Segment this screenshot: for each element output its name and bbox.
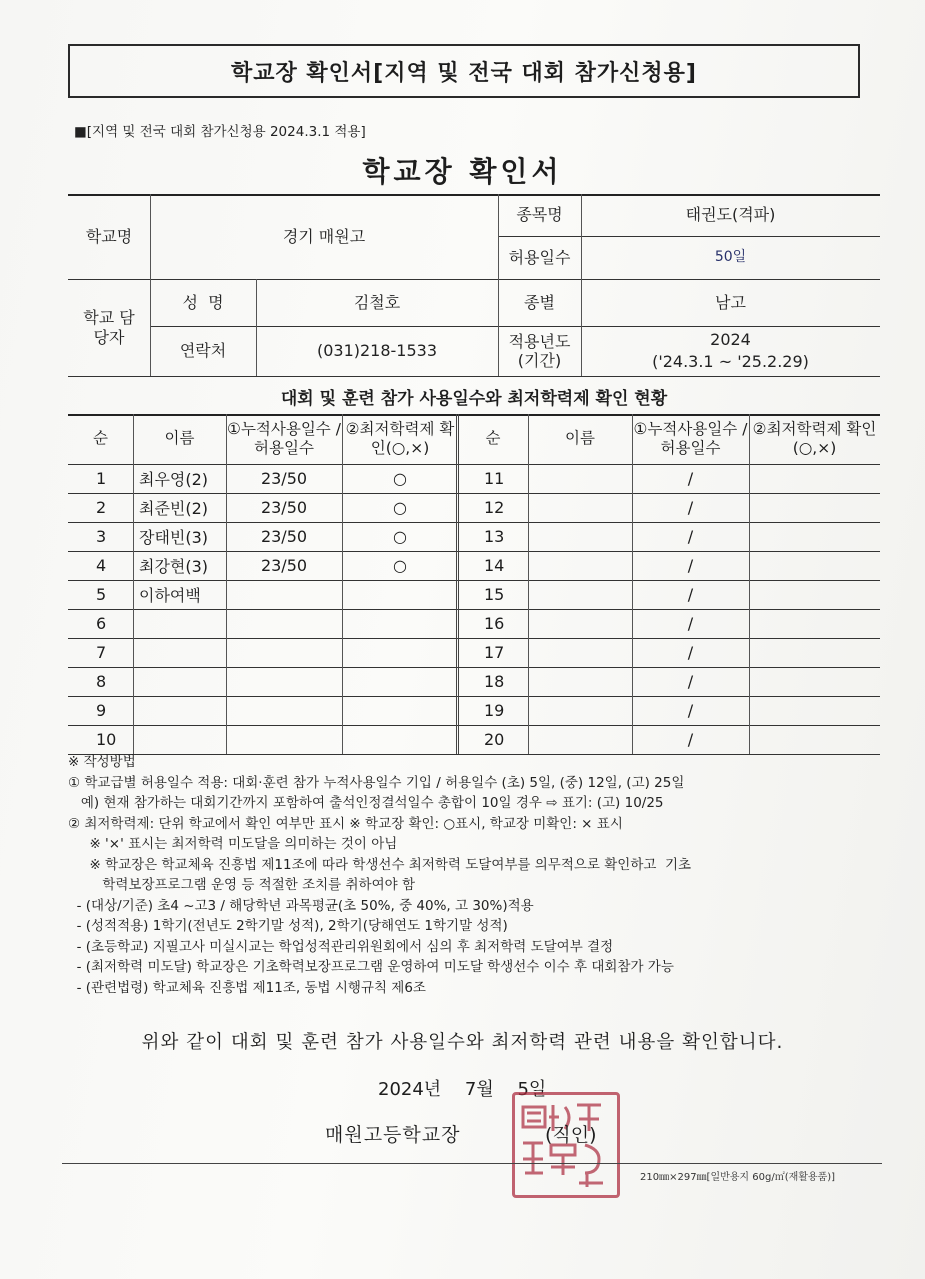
row-name [528,464,632,493]
row-no: 4 [96,556,107,575]
row-no: 11 [484,469,505,488]
instruction-line: - (성적적용) 1학기(전년도 2학기말 성적), 2학기(당해연도 1학기말 성적) [68,918,508,934]
row-check [749,493,880,522]
category-value: 남고 [715,292,746,312]
row-check: ○ [393,469,407,488]
row-name [133,609,226,638]
allowed-days-label: 허용일수 [508,247,571,267]
row-check [749,667,880,696]
header-no-right: 순 [485,429,501,448]
row-no: 5 [96,585,107,604]
row-days [226,696,342,725]
row-check [749,725,880,754]
instruction-line: ※ 학교장은 학교체육 진흥법 제11조에 따라 학생선수 최저학력 도달여부를 의무적으로 확인하고 기초 [68,856,692,873]
row-no: 2 [96,498,107,517]
row-check [342,696,458,725]
seal-mark: (직인) [545,1124,597,1146]
instruction-line: ② 최저학력제: 단위 학교에서 확인 여부만 표시 ※ 학교장 확인: ○표시, 학교장 미확인: × 표시 [68,815,623,832]
row-no: 16 [484,614,505,633]
row-days: / [687,527,694,546]
instruction-line: ① 학교급별 허용일수 적용: 대회·훈련 참가 누적사용일수 기입 / 허용일수 (초) 5일, (중) 12일, (고) 25일 [68,774,685,791]
row-check [749,638,880,667]
row-no: 18 [484,672,505,691]
row-name [528,667,632,696]
row-days: 23/50 [260,498,308,517]
year-value: 2024 [710,330,751,350]
row-name [528,638,632,667]
row-no: 3 [96,527,107,546]
row-name [528,580,632,609]
row-check: ○ [393,527,407,546]
row-no: 15 [484,585,505,604]
row-no: 10 [96,730,117,749]
row-days: / [687,643,694,662]
instruction-line: 예) 현재 참가하는 대회기간까지 포함하여 출석인정결석일수 총합이 10일 경우 ⇨ 표기: (고) 10/25 [68,795,664,811]
header-name-left: 이름 [164,429,195,448]
header-days-left: ①누적사용일수 /허용일수 [227,419,341,457]
row-no: 8 [96,672,107,691]
instruction-line: - (초등학교) 지필고사 미실시교는 학업성적관리위원회에서 심의 후 최저학력 도달여부 결정 [68,938,614,955]
row-check [342,609,458,638]
row-name [528,522,632,551]
row-days: / [687,585,694,604]
instruction-line: 학력보장프로그램 운영 등 적절한 조치를 취하여야 함 [68,877,415,893]
header-days-right: ①누적사용일수 /허용일수 [633,419,748,457]
row-days [226,638,342,667]
period-value: ('24.3.1 ~ '25.2.29) [652,352,809,372]
confirmation-statement: 위와 같이 대회 및 훈련 참가 사용일수와 최저학력 관련 내용을 확인합니다. [141,1032,784,1053]
row-name [133,667,226,696]
row-days: / [687,672,694,691]
school-label: 학교명 [85,226,133,246]
row-days: 23/50 [260,556,308,575]
contact-person-label: 학교 담당자 [83,308,135,347]
row-check [749,696,880,725]
row-no: 7 [96,643,107,662]
sport-value: 태권도(격파) [685,205,776,225]
instruction-line: - (관련법령) 학교체육 진흥법 제11조, 동법 시행규칙 제6조 [68,979,426,996]
writing-instructions [68,752,898,998]
phone-label: 연락처 [179,341,227,361]
principal-title: 매원고등학교장 [325,1124,461,1146]
row-name [528,696,632,725]
row-no: 9 [96,701,107,720]
row-check: ○ [393,498,407,517]
row-no: 17 [484,643,505,662]
school-value: 경기 매원고 [282,226,366,246]
instruction-line: - (대상/기준) 초4 ~고3 / 해당학년 과목평균(초 50%, 중 40%, 고 30%)적용 [68,897,534,914]
row-check [342,667,458,696]
allowed-days-value: 50일 [714,249,747,266]
instruction-line: - (최저학력 미도달) 학교장은 기초학력보장프로그램 운영하여 미도달 학생선수 이수 후 대회참가 가능 [68,959,674,975]
row-check [749,609,880,638]
row-days: / [687,614,694,633]
row-days: / [687,730,694,749]
section-title: 대회 및 훈련 참가 사용일수와 최저학력제 확인 현황 [280,389,668,409]
row-name [133,696,226,725]
name-label: 성 명 [182,292,224,312]
phone-value: (031)218-1533 [316,341,438,361]
row-no: 1 [96,469,107,488]
row-days [226,725,342,754]
row-no: 14 [484,556,505,575]
row-name: 최강현(3) [139,557,209,576]
footer-divider [62,1163,882,1164]
row-days [226,667,342,696]
row-check [749,464,880,493]
row-check [342,580,458,609]
sport-label: 종목명 [516,205,563,225]
row-name [133,725,226,754]
row-name: 이하여백 [139,586,201,605]
header-academic-right: ②최저학력제 확인(○,×) [752,419,877,457]
form-title: 학교장 확인서 [362,155,563,188]
row-name: 최준빈(2) [139,499,209,518]
category-label: 종별 [524,292,555,312]
row-name [133,638,226,667]
row-no: 13 [484,527,505,546]
row-days: / [687,701,694,720]
header-name-right: 이름 [565,429,595,448]
row-no: 12 [484,498,505,517]
header-no-left: 순 [93,429,108,448]
row-no: 6 [96,614,107,633]
row-check [342,725,458,754]
row-days [226,609,342,638]
row-name [528,725,632,754]
row-check [749,551,880,580]
row-name: 장태빈(3) [139,528,209,547]
row-days: / [687,556,694,575]
row-no: 20 [484,730,505,749]
row-no: 19 [484,701,505,720]
row-days: 23/50 [260,469,308,488]
row-days: 23/50 [260,527,308,546]
row-days: / [687,469,694,488]
header-academic-left: ②최저학력제 확인(○,×) [345,419,455,457]
paper-spec: 210㎜×297㎜[일반용지 60g/㎡(재활용품)] [640,1172,836,1183]
year-label: 적용년도 (기간) [508,331,571,370]
row-days: / [687,498,694,517]
row-name [528,493,632,522]
edition-note: ■[지역 및 전국 대회 참가신청용 2024.3.1 적용] [74,124,366,140]
row-name [528,551,632,580]
row-check [749,522,880,551]
document-header: 학교장 확인서[지역 및 전국 대회 참가신청용] [68,44,860,98]
row-name: 최우영(2) [139,470,209,489]
row-check [749,580,880,609]
name-value: 김철호 [353,292,401,312]
row-check: ○ [393,556,407,575]
row-days [226,580,342,609]
instruction-line: ※ '×' 표시는 최저학력 미도달을 의미하는 것이 아님 [68,836,398,852]
row-check [342,638,458,667]
issue-date: 2024년 7월 5일 [378,1079,547,1100]
instruction-line: ※ 작성방법 [68,754,136,770]
row-name [528,609,632,638]
